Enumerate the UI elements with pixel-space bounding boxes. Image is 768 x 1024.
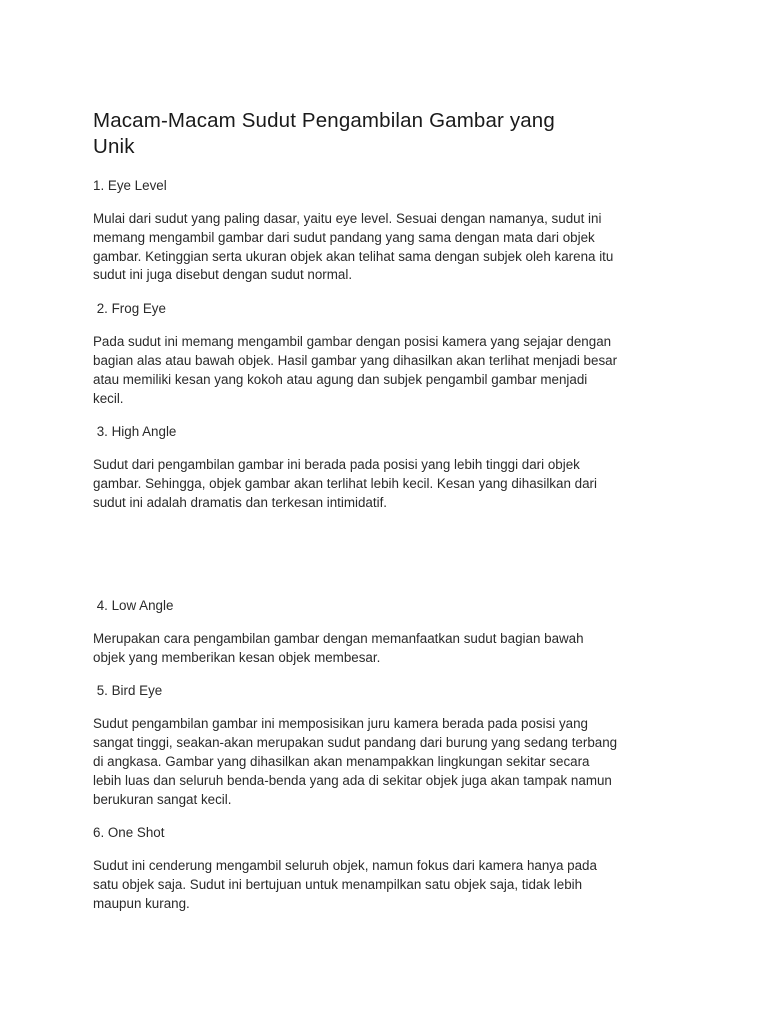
paragraph-line: di angkasa. Gambar yang dihasilkan akan menampakkan lingkungan sekitar secara [93, 753, 590, 769]
section-body-frog-eye [93, 333, 676, 408]
section-body-bird-eye [93, 715, 676, 809]
paragraph-line: berukuran sangat kecil. [93, 791, 232, 807]
paragraph-line: sangat tinggi, seakan-akan merupakan sudut pandang dari burung yang sedang terbang [93, 735, 618, 751]
paragraph-line: maupun kurang. [93, 895, 190, 911]
paragraph-line: Sudut pengambilan gambar ini memposisikan juru kamera berada pada posisi yang [93, 716, 588, 732]
title-line: Unik [93, 135, 135, 158]
section-heading-frog-eye: 2. Frog Eye [93, 301, 166, 317]
section-body-eye-level [93, 210, 676, 285]
section-heading-high-angle: 3. High Angle [93, 424, 177, 440]
paragraph-line: Pada sudut ini memang mengambil gambar dengan posisi kamera yang sejajar dengan [93, 334, 612, 350]
section-body-low-angle [93, 630, 676, 668]
document-title [93, 108, 653, 160]
paragraph-line: Sudut dari pengambilan gambar ini berada pada posisi yang lebih tinggi dari objek [93, 457, 580, 473]
paragraph-line: Merupakan cara pengambilan gambar dengan memanfaatkan sudut bagian bawah [93, 630, 584, 646]
paragraph-line: gambar. Sehingga, objek gambar akan terlihat lebih kecil. Kesan yang dihasilkan dari [93, 476, 597, 492]
paragraph-line: satu objek saja. Sudut ini bertujuan untuk menampilkan satu objek saja, tidak lebih [93, 877, 583, 893]
paragraph-line: kecil. [93, 390, 124, 406]
section-heading-eye-level: 1. Eye Level [93, 178, 167, 193]
section-body-high-angle [93, 456, 676, 512]
title-line: Macam-Macam Sudut Pengambilan Gambar yang [93, 109, 555, 132]
paragraph-line: gambar. Ketinggian serta ukuran objek akan telihat sama dengan subjek oleh karena itu [93, 248, 614, 264]
section-heading-one-shot: 6. One Shot [93, 825, 165, 841]
paragraph-line: Mulai dari sudut yang paling dasar, yaitu eye level. Sesuai dengan namanya, sudut ini [93, 211, 602, 226]
section-heading-bird-eye: 5. Bird Eye [93, 683, 163, 699]
paragraph-line: lebih luas dan seluruh benda-benda yang ada di sekitar objek juga akan tampak namun [93, 772, 612, 788]
section-heading-low-angle: 4. Low Angle [93, 597, 174, 613]
paragraph-line: sudut ini adalah dramatis dan terkesan intimidatif. [93, 494, 388, 510]
paragraph-line: objek yang memberikan kesan objek membesar. [93, 649, 381, 665]
paragraph-line: sudut ini juga disebut dengan sudut normal. [93, 267, 353, 283]
paragraph-line: atau memiliki kesan yang kokoh atau agung dan subjek pengambil gambar menjadi [93, 371, 588, 387]
section-body-one-shot [93, 857, 676, 913]
paragraph-line: bagian alas atau bawah objek. Hasil gambar yang dihasilkan akan terlihat menjadi besar [93, 352, 618, 368]
paragraph-line: Sudut ini cenderung mengambil seluruh objek, namun fokus dari kamera hanya pada [93, 858, 597, 874]
paragraph-line: memang mengambil gambar dari sudut pandang yang sama dengan mata dari objek [93, 229, 595, 245]
